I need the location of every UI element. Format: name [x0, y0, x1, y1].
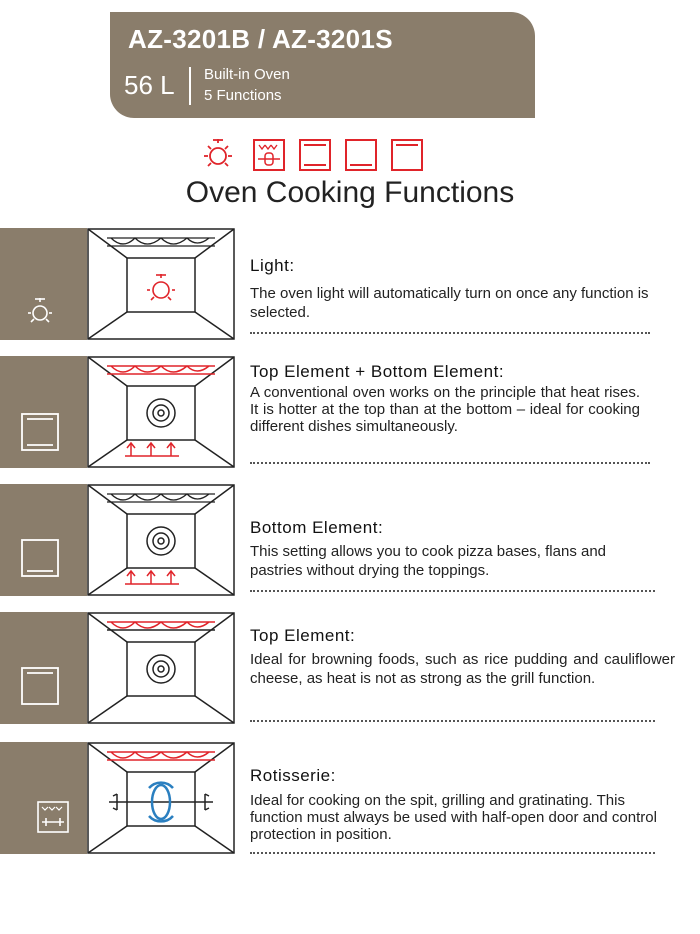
oven-diagram-top [87, 612, 235, 724]
page-title: Oven Cooking Functions [185, 176, 515, 209]
bottom-element-icon [346, 140, 376, 170]
function-tab [0, 742, 87, 854]
capacity: 56 L [124, 70, 175, 100]
function-description: A conventional oven works on the principle that heat rises. It is hotter at the top than at the bottom – ideal for cooking different dishes simultaneously. [250, 384, 640, 435]
oven-diagram-bottom [87, 484, 235, 596]
function-name: Top Element: [250, 626, 356, 645]
top-bottom-element-icon [0, 356, 87, 468]
function-tab [0, 484, 87, 596]
dotted-divider [250, 720, 655, 722]
function-tab [0, 356, 87, 468]
divider [189, 67, 191, 105]
function-name: Bottom Element: [250, 518, 384, 537]
function-description: The oven light will automatically turn on once any function is selected. [250, 285, 649, 321]
function-description: Ideal for cooking on the spit, grilling and gratinating. This function must always be used with half-open door and control protection in position. [250, 792, 657, 843]
function-row-top-bottom [0, 356, 700, 468]
model-header [110, 12, 535, 118]
bottom-element-icon [0, 484, 87, 596]
dotted-divider [250, 590, 655, 592]
dotted-divider [250, 852, 655, 854]
function-row-rotisserie [0, 742, 700, 854]
function-description: This setting allows you to cook pizza bases, flans and pastries without drying the toppings. [250, 543, 607, 579]
oven-type: Built-in Oven [204, 66, 290, 83]
light-icon [204, 139, 232, 166]
function-tab [0, 612, 87, 724]
oven-diagram-light [87, 228, 235, 340]
function-tab [0, 228, 87, 340]
rotisserie-icon [0, 742, 87, 854]
rotisserie-icon [254, 140, 284, 170]
function-icons-strip [196, 134, 456, 174]
function-row-light [0, 228, 700, 340]
dotted-divider [250, 462, 650, 464]
oven-diagram-top-bottom [87, 356, 235, 468]
function-row-top [0, 612, 700, 724]
function-name: Rotisserie: [250, 766, 336, 785]
top-element-icon [0, 612, 87, 724]
dotted-divider [250, 332, 650, 334]
top-element-icon [392, 140, 422, 170]
function-description: Ideal for browning foods, such as rice pudding and cauliflower cheese, as heat is not as strong as the grill function. [250, 651, 675, 687]
function-name: Light: [250, 256, 295, 275]
function-row-bottom [0, 484, 700, 596]
light-icon [0, 228, 87, 340]
top-bottom-element-icon [300, 140, 330, 170]
model-name: AZ-3201B / AZ-3201S [128, 24, 393, 54]
functions-count: 5 Functions [204, 87, 282, 104]
oven-diagram-rotisserie [87, 742, 235, 854]
function-name: Top Element + Bottom Element: [250, 362, 505, 381]
